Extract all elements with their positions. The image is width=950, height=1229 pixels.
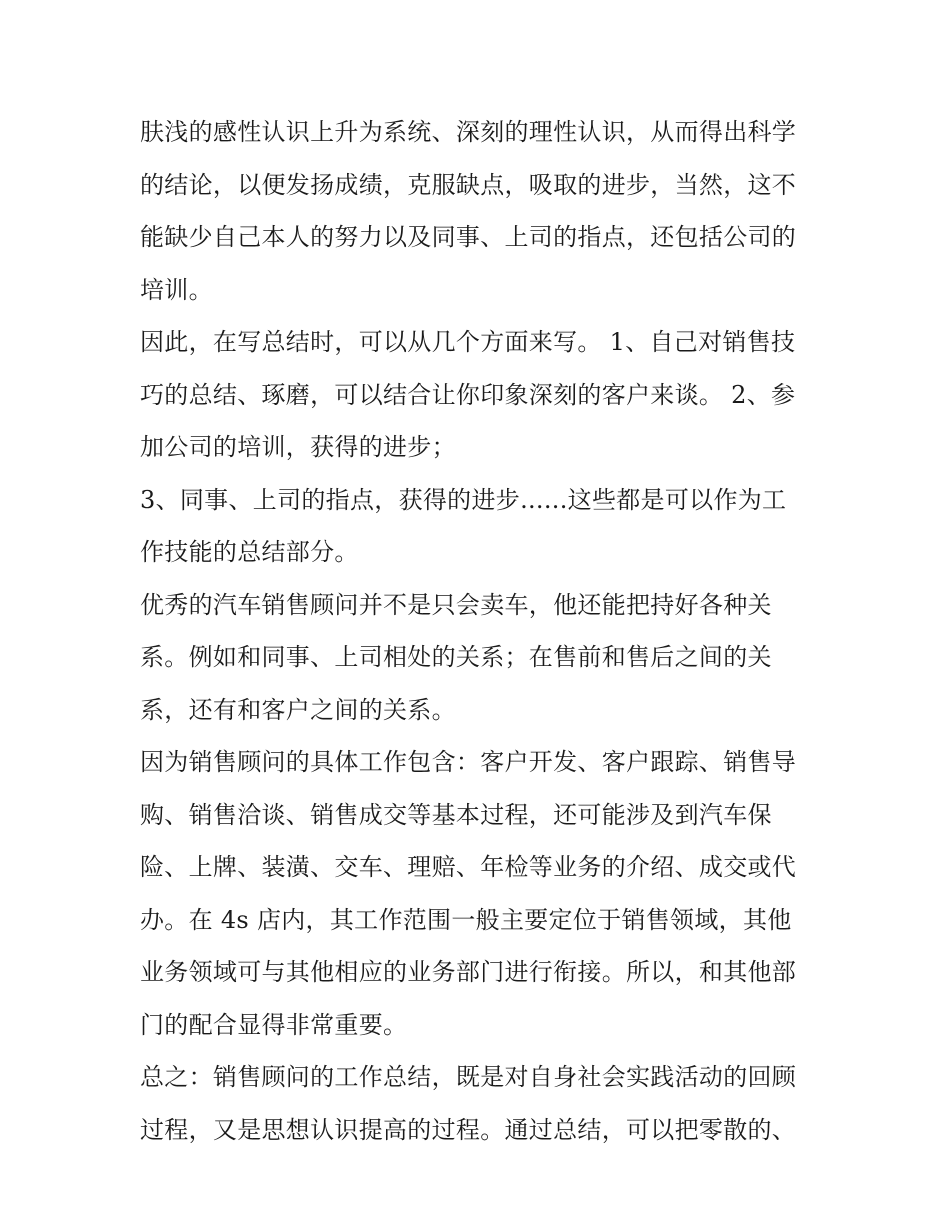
text-line-15: 险、上牌、装潢、交车、理赔、年检等业务的介绍、成交或代: [140, 853, 797, 881]
text-line-6: 巧的总结、琢磨，可以结合让你印象深刻的客户来谈。 2、参: [140, 380, 796, 409]
text-line-7: 加公司的培训，获得的进步；: [140, 433, 456, 461]
text-line-14: 购、销售洽谈、销售成交等基本过程，还可能涉及到汽车保: [140, 800, 772, 829]
text-line-19: 总之：销售顾问的工作总结，既是对自身社会实践活动的回顾: [140, 1063, 797, 1091]
text-line-3: 能缺少自己本人的努力以及同事、上司的指点，还包括公司的: [140, 223, 797, 251]
body-text: [140, 106, 830, 1156]
text-line-12: 系，还有和客户之间的关系。: [140, 695, 456, 724]
text-line-17: 业务领域可与其他相应的业务部门进行衔接。所以，和其他部: [140, 958, 797, 986]
text-line-13: 因为销售顾问的具体工作包含：客户开发、客户跟踪、销售导: [140, 748, 797, 776]
text-line-9: 作技能的总结部分。: [140, 538, 359, 566]
text-line-10: 优秀的汽车销售顾问并不是只会卖车，他还能把持好各种关: [140, 590, 772, 619]
text-line-5: 因此，在写总结时，可以从几个方面来写。 1、自己对销售技: [140, 328, 796, 356]
text-line-16: 办。在 4s 店内，其工作范围一般主要定位于销售领域，其他: [140, 905, 792, 934]
text-line-2: 的结论，以便发扬成绩，克服缺点，吸取的进步，当然，这不: [140, 170, 797, 199]
text-line-11: 系。例如和同事、上司相处的关系；在售前和售后之间的关: [140, 643, 772, 671]
text-line-4: 培训。: [140, 275, 213, 304]
text-line-8: 3、同事、上司的指点，获得的进步......这些都是可以作为工: [140, 485, 787, 514]
text-line-1: 肤浅的感性认识上升为系统、深刻的理性认识，从而得出科学: [140, 118, 797, 146]
text-line-20: 过程，又是思想认识提高的过程。通过总结，可以把零散的、: [140, 1115, 797, 1144]
text-line-18: 门的配合显得非常重要。: [140, 1010, 408, 1039]
